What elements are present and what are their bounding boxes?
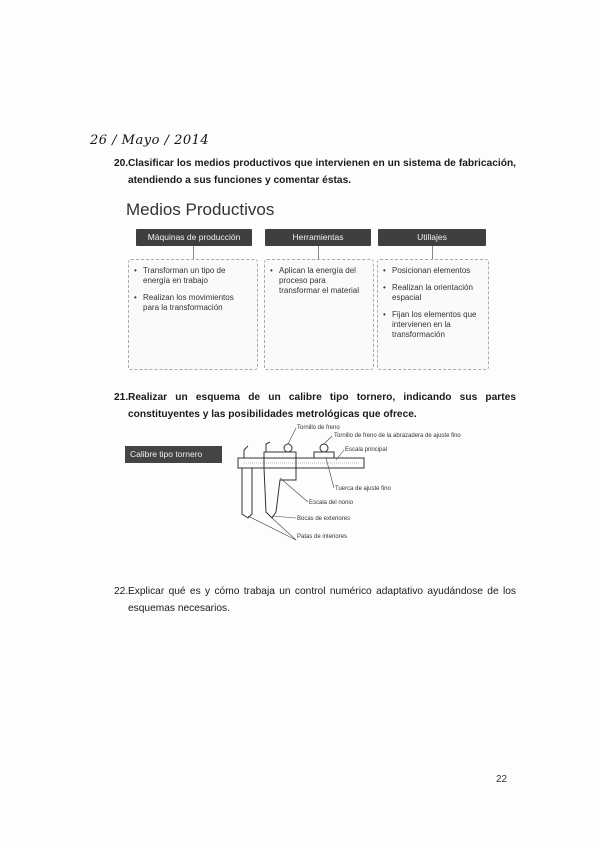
- question-20: [114, 155, 516, 189]
- list-item: • Fijan los elementos que intervienen en la transformación: [392, 310, 482, 340]
- box-herramientas: [264, 259, 374, 370]
- calibre-label: Calibre tipo tornero: [125, 446, 222, 463]
- header-utillajes: Utillajes: [378, 229, 486, 246]
- list-item: • Realizan la orientación espacial: [392, 283, 482, 303]
- question-number: 20.: [114, 158, 129, 169]
- question-number: 22.: [114, 586, 129, 597]
- caliper-caption: Escala principal: [345, 447, 388, 453]
- header-herramientas: Herramientas: [265, 229, 371, 246]
- list-item: • Posicionan elementos: [392, 266, 482, 276]
- caliper-caption: Tornillo de freno: [297, 425, 340, 431]
- question-text: Explicar qué es y cómo trabaja un control numérico adaptativo ayudándose de los esquemas necesarios.: [128, 586, 516, 614]
- medios-productivos-title: Medios Productivos: [126, 200, 275, 219]
- question-22: [114, 583, 516, 617]
- question-21: [114, 389, 516, 423]
- caliper-caption: Bocas de exteriores: [297, 516, 351, 522]
- caliper-caption: Escala del nonio: [309, 500, 354, 506]
- connector-line: [193, 246, 194, 259]
- caliper-diagram: [236, 422, 366, 544]
- header-maquinas: Máquinas de producción: [136, 229, 252, 246]
- caliper-caption: Tornillo de freno de la abrazadera de ajuste fino: [334, 433, 461, 439]
- list-item: • Transforman un tipo de energía en trabajo: [143, 266, 251, 286]
- caliper-caption: Tuerca de ajuste fino: [335, 486, 391, 492]
- question-text: Clasificar los medios productivos que intervienen en un sistema de fabricación, atendiendo a sus funciones y comentar éstas.: [128, 158, 516, 186]
- question-text: Realizar un esquema de un calibre tipo tornero, indicando sus partes constituyentes y las posibilidades metrológicas que ofrece.: [128, 392, 516, 420]
- box-maquinas: [128, 259, 258, 370]
- connector-line: [432, 246, 433, 259]
- list-item: • Realizan los movimientos para la transformación: [143, 293, 251, 313]
- list-item: • Aplican la energía del proceso para transformar el material: [279, 266, 367, 296]
- caliper-caption: Patas de interiores: [297, 534, 348, 540]
- box-utillajes: [377, 259, 489, 370]
- connector-line: [318, 246, 319, 259]
- page-number: 22: [496, 774, 508, 785]
- question-number: 21.: [114, 392, 129, 403]
- date-heading: 26 / Mayo / 2014: [90, 133, 210, 148]
